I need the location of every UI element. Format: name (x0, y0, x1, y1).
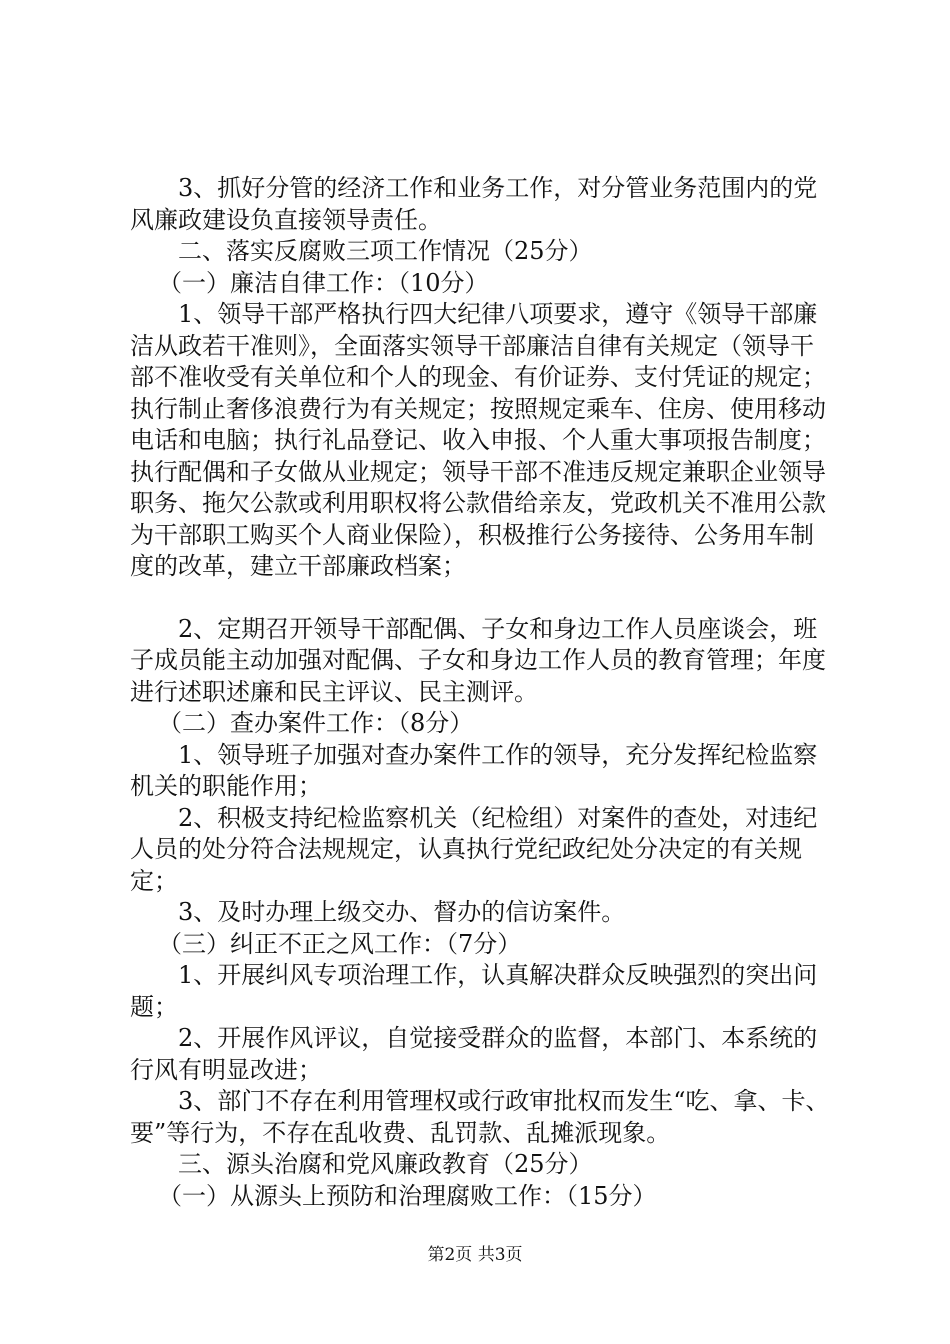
page-number-footer: 第2页 共3页 (427, 1245, 523, 1265)
paragraph-cases-2: 2、积极支持纪检监察机关（纪检组）对案件的查处，对违纪人员的处分符合法规规定，认真执行党纪政纪处分决定的有关规定； (130, 803, 818, 895)
paragraph-spacer (130, 583, 835, 614)
section-heading-2: 二、落实反腐败三项工作情况（25分） (178, 237, 593, 265)
paragraph-item-3: 3、抓好分管的经济工作和业务工作，对分管业务范围内的党风廉政建设负直接领导责任。 (130, 174, 818, 234)
paragraph-cases-1: 1、领导班子加强对查办案件工作的领导，充分发挥纪检监察机关的职能作用； (130, 740, 818, 800)
subsection-heading-1: （一）廉洁自律工作：（10分） (158, 268, 489, 297)
section-heading-3: 三、源头治腐和党风廉政教育（25分） (178, 1150, 593, 1178)
document-body (130, 173, 835, 1212)
paragraph-ethics-2: 2、开展作风评议，自觉接受群众的监督，本部门、本系统的行风有明显改进； (130, 1024, 818, 1084)
paragraph-ethics-1: 1、开展纠风专项治理工作，认真解决群众反映强烈的突出问题； (130, 961, 818, 1021)
subsection-heading-3: （三）纠正不正之风工作：（7分） (158, 929, 522, 958)
paragraph-ethics-3: 3、部门不存在利用管理权或行政审批权而发生“吃、拿、卡、要”等行为，不存在乱收费、乱罚款、乱摊派现象。 (130, 1087, 830, 1147)
paragraph-self-discipline-1: 1、领导干部严格执行四大纪律八项要求，遵守《领导干部廉洁从政若干准则》，全面落实领导干部廉洁自律有关规定（领导干部不准收受有关单位和个人的现金、有价证券、支付凭证的规定；执行制止奢侈浪费行为有关规定；按照规定乘车、住房、使用移动电话和电脑；执行礼品登记、收入申报、个人重大事项报告制度；执行配偶和子女做从业规定；领导干部不准违反规定兼职企业领导职务、拖欠公款或利用职权将公款借给亲友，党政机关不准用公款为干部职工购买个人商业保险），积极推行公务接待、公务用车制度的改革，建立干部廉政档案； (130, 300, 826, 580)
subsection-heading-4: （一）从源头上预防和治理腐败工作：（15分） (158, 1181, 657, 1210)
paragraph-self-discipline-2: 2、定期召开领导干部配偶、子女和身边工作人员座谈会，班子成员能主动加强对配偶、子女和身边工作人员的教育管理；年度进行述职述廉和民主评议、民主测评。 (130, 614, 826, 706)
subsection-heading-2: （二）查办案件工作：（8分） (158, 709, 474, 737)
paragraph-cases-3: 3、及时办理上级交办、督办的信访案件。 (178, 898, 626, 926)
